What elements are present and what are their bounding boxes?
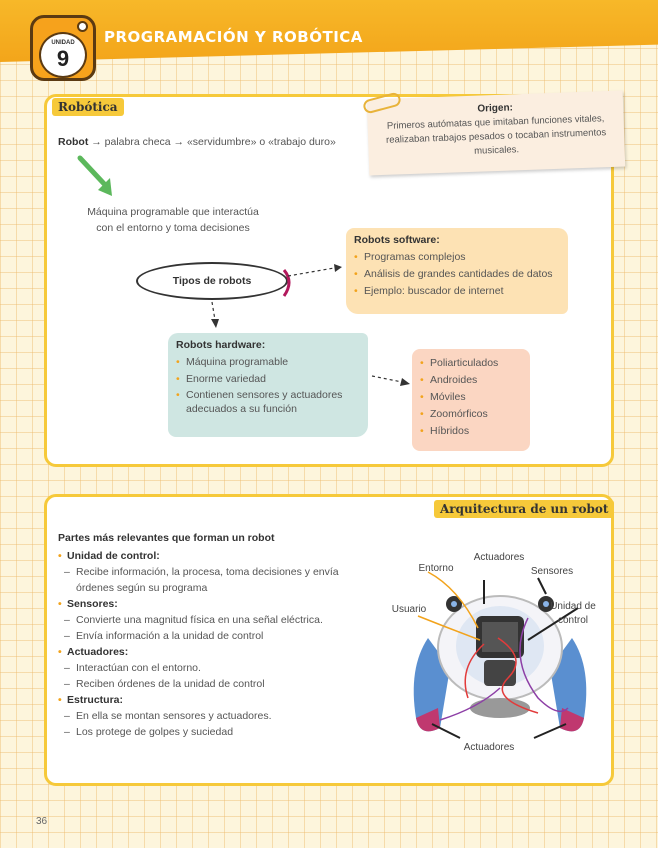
robot-types-label: Tipos de robots bbox=[172, 275, 252, 287]
part-detail: – Interactúan con el entorno. bbox=[58, 660, 388, 676]
robotics-section-tag: Robótica bbox=[52, 98, 124, 116]
unit-label: UNIDAD bbox=[51, 40, 75, 46]
part-detail: – Convierte una magnitud física en una señal eléctrica. bbox=[58, 612, 388, 628]
origin-text: Primeros autómatas que imitaban funciones vitales, realizaban trabajos pesados o tocaban instrumentos musicales. bbox=[385, 113, 607, 157]
part-detail: – Reciben órdenes de la unidad de control bbox=[58, 676, 388, 692]
hardware-type-item: • Zoomórficos bbox=[420, 406, 522, 423]
hardware-robots-box bbox=[168, 333, 368, 437]
label-unidad-control: Unidad de control bbox=[550, 601, 596, 626]
hardware-item: • Enorme variedad bbox=[176, 371, 360, 388]
part-structure: • Estructura: bbox=[58, 692, 388, 708]
label-sensores: Sensores bbox=[530, 566, 574, 577]
page-number: 36 bbox=[36, 816, 48, 827]
software-item: • Análisis de grandes cantidades de datos bbox=[354, 266, 560, 283]
hardware-item: • Máquina programable bbox=[176, 354, 360, 371]
unit-number: 9 bbox=[56, 46, 70, 71]
hardware-item: • Contienen sensores y actuadores adecuados a su función bbox=[176, 388, 360, 416]
hardware-type-item: • Móviles bbox=[420, 389, 522, 406]
definition-line-2: con el entorno y toma decisiones bbox=[96, 222, 250, 234]
software-title: Robots software: bbox=[354, 234, 440, 246]
origin-title: Origen: bbox=[477, 102, 514, 115]
robot-word: Robot bbox=[58, 136, 89, 148]
label-actuadores-top: Actuadores bbox=[473, 552, 525, 563]
part-actuators: • Actuadores: bbox=[58, 644, 388, 660]
arrow-head-types bbox=[400, 378, 410, 386]
label-actuadores-bottom: Actuadores bbox=[463, 742, 515, 753]
software-item: • Ejemplo: buscador de internet bbox=[354, 283, 560, 300]
software-robots-box bbox=[346, 228, 568, 314]
hardware-type-item: • Híbridos bbox=[420, 423, 522, 440]
label-entorno: Entorno bbox=[418, 563, 454, 574]
arrow-head-hardware bbox=[211, 319, 219, 328]
arrow-head-software bbox=[334, 264, 342, 272]
hardware-type-item: • Poliarticulados bbox=[420, 355, 522, 372]
part-detail: – En ella se montan sensores y actuadores. bbox=[58, 708, 388, 724]
hardware-title: Robots hardware: bbox=[176, 339, 266, 351]
arrow-to-software bbox=[288, 268, 334, 276]
robot-illustration bbox=[388, 548, 612, 772]
page-title: PROGRAMACIÓN Y ROBÓTICA bbox=[104, 28, 363, 46]
part-control-unit: • Unidad de control: bbox=[58, 548, 388, 564]
label-usuario: Usuario bbox=[391, 604, 427, 615]
part-sensors: • Sensores: bbox=[58, 596, 388, 612]
part-detail: – Envía información a la unidad de control bbox=[58, 628, 388, 644]
hardware-types-box bbox=[412, 349, 530, 451]
definition-line-1: Máquina programable que interactúa bbox=[87, 206, 259, 218]
architecture-section-tag: Arquitectura de un robot bbox=[434, 500, 614, 518]
part-detail: – Recibe información, la procesa, toma decisiones y envía órdenes según su programa bbox=[58, 564, 378, 596]
etymology-text: → palabra checa → «servidumbre» o «trabajo duro» bbox=[91, 136, 336, 148]
parts-title: Partes más relevantes que forman un robot bbox=[58, 532, 275, 544]
arrow-to-hardware bbox=[212, 302, 215, 320]
software-item: • Programas complejos bbox=[354, 249, 560, 266]
arrow-to-types bbox=[372, 376, 402, 382]
parts-list bbox=[58, 548, 388, 740]
part-detail: – Los protege de golpes y suciedad bbox=[58, 724, 388, 740]
hardware-type-item: • Androides bbox=[420, 372, 522, 389]
